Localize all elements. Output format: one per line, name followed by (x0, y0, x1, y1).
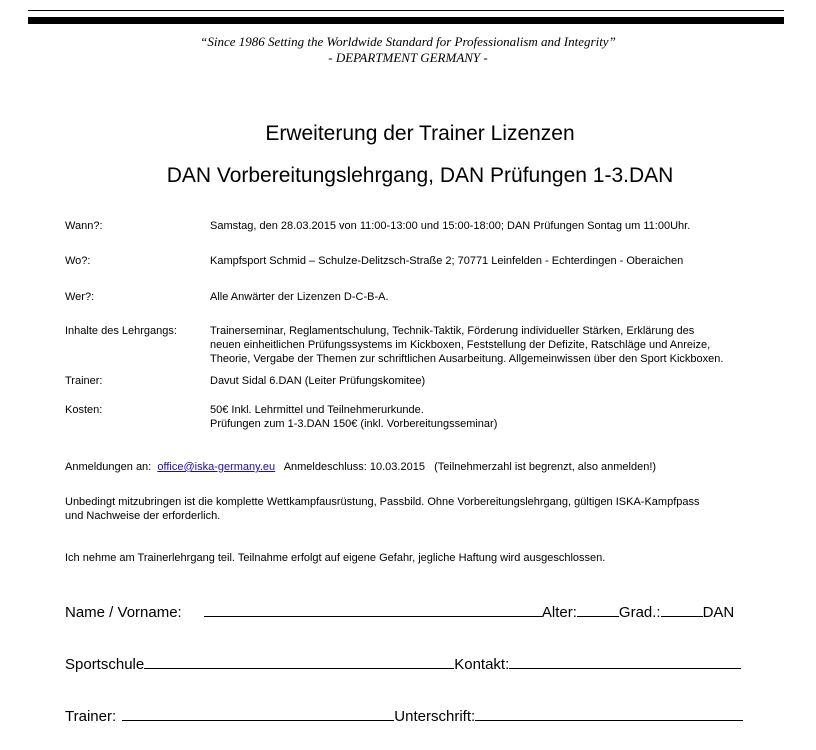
form-row-trainer (65, 706, 743, 726)
kosten-label: Kosten: (65, 404, 103, 416)
trainer-form-label: Trainer: (65, 708, 117, 725)
alter-label: Alter: (541, 604, 577, 621)
liability-note: Ich nehme am Trainerlehrgang teil. Teilnahme erfolgt auf eigene Gefahr, jegliche Haftung wird ausgeschlossen. (65, 552, 606, 564)
inhalte-value-3: Theorie, Vergabe der Themen zur schriftlichen Ausarbeitung. Allgemeinwissen über den Sport Kickboxen. (210, 353, 724, 365)
trainer-label: Trainer: (65, 375, 103, 387)
slogan-block (0, 34, 816, 66)
registration-note: (Teilnehmerzahl ist begrenzt, also anmelden!) (434, 461, 657, 473)
registration-line (65, 460, 755, 474)
inhalte-label: Inhalte des Lehrgangs: (65, 325, 177, 337)
dan-label: DAN (702, 604, 735, 621)
registration-prefix: Anmeldungen an: (65, 461, 152, 473)
department-text: - DEPARTMENT GERMANY - (328, 50, 488, 65)
alter-field[interactable] (577, 602, 619, 617)
header-rule-thin (28, 10, 784, 11)
name-field[interactable] (204, 602, 542, 617)
unterschrift-label: Unterschrift: (394, 708, 476, 725)
form-row-name (65, 602, 734, 622)
trainer-field[interactable] (122, 706, 394, 721)
title-line-2: DAN Vorbereitungslehrgang, DAN Prüfungen 1-3.DAN (166, 164, 674, 187)
name-label: Name / Vorname: (65, 604, 182, 621)
form-row-sportschule (65, 654, 741, 674)
kosten-value-2: Prüfungen zum 1-3.DAN 150€ (inkl. Vorbereitungsseminar) (210, 418, 498, 430)
inhalte-value-2: neuen einheitlichen Prüfungssystems im Kickboxen, Feststellung der Defizite, Ratschläge und Anreize, (210, 339, 711, 351)
unterschrift-field[interactable] (475, 706, 743, 721)
wer-value: Alle Anwärter der Lizenzen D-C-B-A. (210, 291, 389, 303)
sportschule-label: Sportschule (65, 656, 145, 673)
header-rule-thick (28, 17, 784, 24)
sportschule-field[interactable] (144, 654, 454, 669)
bring-note-2: und Nachweise der erforderlich. (65, 510, 221, 522)
kontakt-label: Kontakt: (454, 656, 510, 673)
wann-label: Wann?: (65, 220, 103, 232)
grad-field[interactable] (661, 602, 703, 617)
wann-value: Samstag, den 28.03.2015 von 11:00-13:00 und 15:00-18:00; DAN Prüfungen Sontag um 11:00Uhr. (210, 220, 691, 232)
kontakt-field[interactable] (509, 654, 741, 669)
email-link[interactable]: office@iska-germany.eu (157, 461, 276, 473)
bring-note-1: Unbedingt mitzubringen ist die komplette Wettkampfausrüstung, Passbild. Ohne Vorbereitungslehrgang, gültigen ISKA-Kampfpass (65, 496, 700, 508)
grad-label: Grad.: (618, 604, 661, 621)
slogan-text: “Since 1986 Setting the Worldwide Standard for Professionalism and Integrity” (200, 34, 616, 49)
registration-deadline: Anmeldeschluss: 10.03.2015 (283, 461, 425, 473)
trainer-value: Davut Sidal 6.DAN (Leiter Prüfungskomitee) (210, 375, 426, 387)
wo-value: Kampfsport Schmid – Schulze-Delitzsch-Straße 2; 70771 Leinfelden - Echterdingen - Oberaichen (210, 255, 684, 267)
title-line-1: Erweiterung der Trainer Lizenzen (265, 122, 575, 145)
wo-label: Wo?: (65, 255, 91, 267)
inhalte-value-1: Trainerseminar, Reglamentschulung, Technik-Taktik, Förderung individueller Stärken, Erklärung des (210, 325, 695, 337)
wer-label: Wer?: (65, 291, 95, 303)
kosten-value-1: 50€ Inkl. Lehrmittel und Teilnehmerurkunde. (210, 404, 424, 416)
